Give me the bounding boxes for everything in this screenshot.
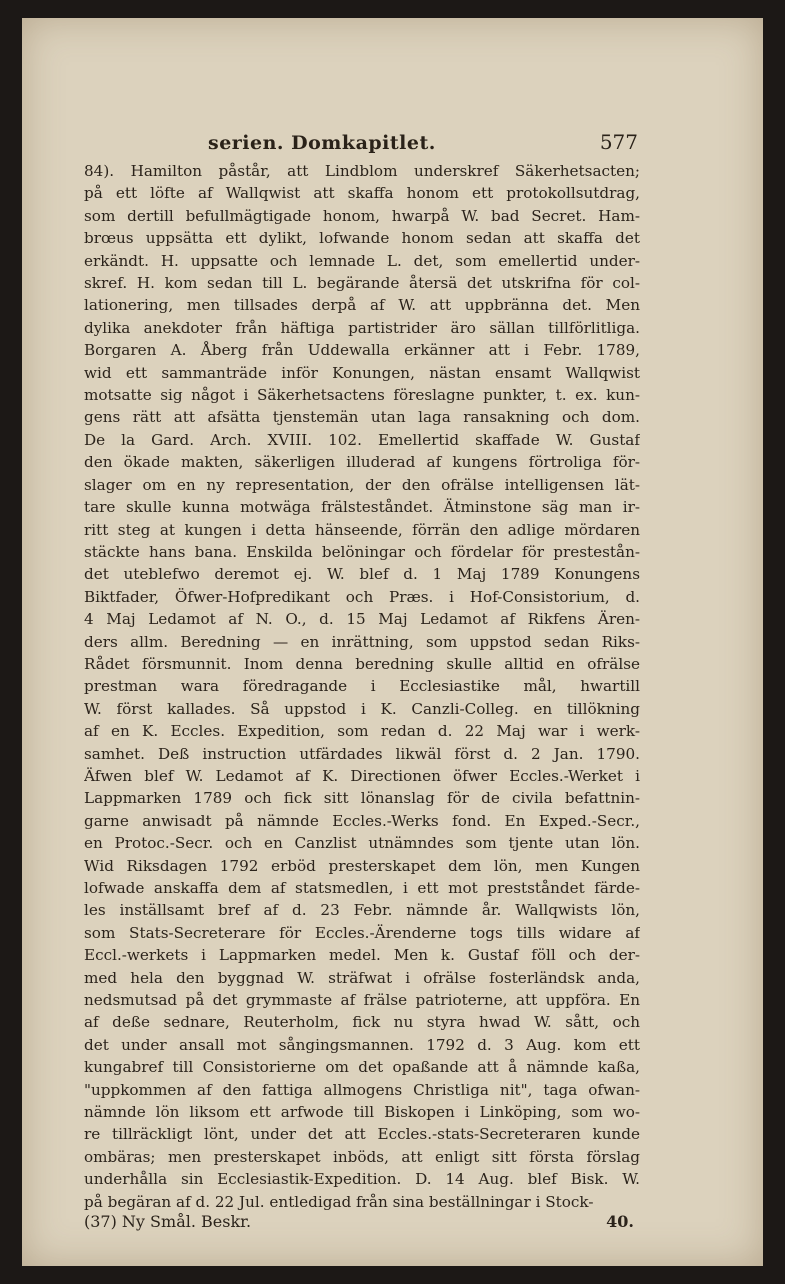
text-line: nämnde lön liksom ett arfwode till Biskopen i Linköping, som wo- [84, 1103, 640, 1122]
page-header [90, 126, 638, 160]
text-line: af deße sednare, Reuterholm, fick nu styra hwad W. sått, och [84, 1013, 640, 1032]
text-line: De la Gard. Arch. XVIII. 102. Emellertid skaffade W. Gustaf [84, 430, 640, 449]
text-line: Biktfader, Öfwer-Hofpredikant och Præs. i Hof-Consistorium, d. [84, 587, 640, 606]
text-line: Wid Riksdagen 1792 erböd presterskapet dem lön, men Kungen [84, 856, 640, 875]
text-line: gens rätt att afsätta tjenstemän utan laga ransakning och dom. [84, 408, 640, 427]
text-line: skref. H. kom sedan till L. begärande återsä det utskrifna för col- [84, 274, 640, 293]
text-line: stäckte hans bana. Enskilda belöningar och fördelar för prestestån- [84, 542, 640, 561]
text-line: brœus uppsätta ett dylikt, lofwande honom sedan att skaffa det [84, 229, 640, 248]
text-line: slager om en ny representation, der den ofrälse intelligensen lät- [84, 475, 640, 494]
text-line: lofwade anskaffa dem af statsmedlen, i ett mot prestståndet färde- [84, 879, 640, 897]
text-line: W. först kallades. Så uppstod i K. Canzli-Colleg. en tillökning [84, 699, 640, 718]
text-line: "uppkommen af den fattiga allmogens Christliga nit", taga ofwan- [84, 1080, 640, 1099]
text-line: erkändt. H. uppsatte och lemnade L. det, som emellertid under- [84, 251, 640, 270]
text-line: den ökade makten, säkerligen illuderad af kungens förtroliga för- [84, 453, 640, 472]
text-line: Eccl.-werkets i Lappmarken medel. Men k. Gustaf föll och der- [84, 946, 640, 965]
text-line: 4 Maj Ledamot af N. O., d. 15 Maj Ledamot af Rikfens Ären- [84, 610, 640, 629]
text-line: af en K. Eccles. Expedition, som redan d. 22 Maj war i werk- [84, 722, 640, 741]
book-page [22, 18, 763, 1266]
signature-mark: (37) Ny Smål. Beskr. [84, 1212, 252, 1231]
text-line: tare skulle kunna motwäga frälsteståndet. Ätminstone säg man ir- [84, 498, 640, 517]
text-line: les inställsamt bref af d. 23 Febr. nämnde år. Wallqwists lön, [84, 901, 640, 920]
body-text [84, 160, 640, 1213]
text-line: underhålla sin Ecclesiastik-Expedition. D. 14 Aug. blef Bisk. W. [84, 1170, 640, 1189]
text-line: ders allm. Beredning — en inrättning, som uppstod sedan Riks- [84, 632, 640, 651]
text-line: det uteblefwo deremot ej. W. blef d. 1 Maj 1789 Konungens [84, 565, 640, 584]
text-line: prestman wara föredragande i Ecclesiastike mål, hwartill [84, 677, 640, 696]
page-number: 577 [599, 130, 638, 154]
text-line: Äfwen blef W. Ledamot af K. Directionen öfwer Eccles.-Werket i [84, 766, 640, 785]
text-line: på begäran af d. 22 Jul. entledigad från sina beställningar i Stock- [84, 1192, 594, 1211]
page-footer [84, 1212, 640, 1236]
text-line: nedsmutsad på det grymmaste af frälse patrioterne, att uppföra. En [84, 991, 640, 1010]
sheet-number: 40. [606, 1212, 634, 1231]
text-line: ombäras; men presterskapet inböds, att enligt sitt första förslag [84, 1147, 640, 1166]
text-line: Lappmarken 1789 och fick sitt lönanslag för de civila befattnin- [84, 789, 640, 808]
text-line: som Stats-Secreterare för Eccles.-Ärenderne togs tills widare af [84, 923, 640, 942]
text-line: lationering, men tillsades derpå af W. att uppbränna det. Men [84, 296, 640, 315]
text-line: en Protoc.-Secr. och en Canzlist utnämndes som tjente utan lön. [84, 834, 640, 853]
text-line: wid ett sammanträde inför Konungen, nästan ensamt Wallqwist [84, 363, 640, 382]
text-line: kungabref till Consistorierne om det opaßande att å nämnde kaßa, [84, 1058, 640, 1077]
text-line: garne anwisadt på nämnde Eccles.-Werks fond. En Exped.-Secr., [84, 811, 640, 830]
text-line: ritt steg at kungen i detta hänseende, förrän den adlige mördaren [84, 520, 640, 539]
text-line: dylika anekdoter från häftiga partistrider äro sällan tillförlitliga. [84, 318, 640, 337]
text-line: re tillräckligt lönt, under det att Eccles.-stats-Secreteraren kunde [84, 1125, 640, 1144]
running-title: serien. Domkapitlet. [208, 132, 436, 154]
text-line: motsatte sig något i Säkerhetsactens föreslagne punkter, t. ex. kun- [84, 386, 640, 405]
text-line: med hela den byggnad W. sträfwat i ofrälse fosterländsk anda, [84, 968, 640, 987]
text-line: Borgaren A. Åberg från Uddewalla erkänner att i Febr. 1789, [84, 341, 640, 360]
text-line: det under ansall mot sångingsmannen. 1792 d. 3 Aug. kom ett [84, 1035, 640, 1054]
text-line: på ett löfte af Wallqwist att skaffa honom ett protokollsutdrag, [84, 184, 640, 203]
text-line: som dertill befullmägtigade honom, hwarpå W. bad Secret. Ham- [84, 206, 640, 225]
text-line: 84). Hamilton påstår, att Lindblom underskref Säkerhetsacten; [84, 162, 640, 180]
text-line: Rådet försmunnit. Inom denna beredning skulle alltid en ofrälse [84, 654, 640, 673]
text-line: samhet. Deß instruction utfärdades likwäl först d. 2 Jan. 1790. [84, 744, 640, 763]
